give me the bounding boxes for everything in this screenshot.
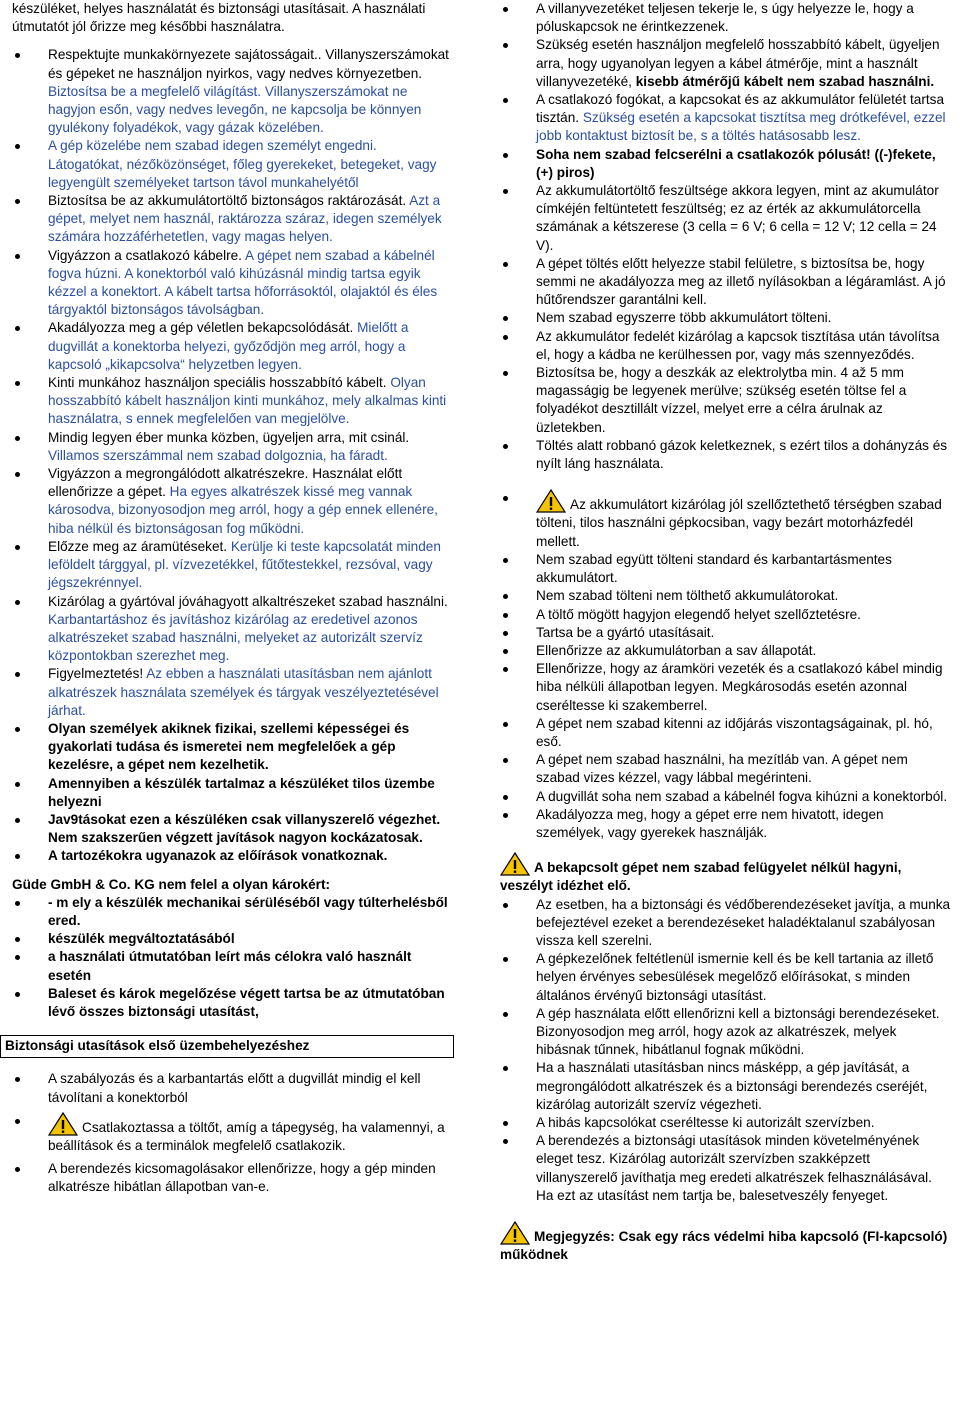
warning-triangle-icon	[48, 1112, 78, 1136]
item-text-detail: A gépet nem szabad a kábelnél fogva húzni. A konektorból való kihúzásnál mindig tartsa egyik kézzel a konektort. A kábelt tartsa hőforrásoktól, olajaktól és éles tárgyaktól biztonságos távolságban.	[48, 247, 438, 318]
list-item	[12, 374, 452, 429]
list-item	[12, 465, 452, 538]
list-item	[500, 364, 952, 437]
item-text: A gépet nem szabad kitenni az időjárás viszontagságainak, pl. hó, eső.	[536, 715, 933, 749]
item-text-detail: Mielőtt a dugvillát a konektorba helyezi, győződjön meg arról, hogy a kapcsoló „kikapcsolva“ helyzetben legyen.	[48, 320, 409, 372]
list-item	[500, 950, 952, 1005]
list-item	[500, 0, 952, 36]
note-text: Megjegyzés: Csak egy rács védelmi hiba kapcsoló (FI-kapcsoló) működnek	[500, 1229, 948, 1263]
item-text: A gépkezelőnek feltétlenül ismernie kell és be kell tartania az illető helyen érvényes sebesülések megelőző előírásokat, s minden általános érvényű biztonsági utasítást.	[536, 951, 934, 1003]
right-column	[500, 0, 952, 1264]
item-text-detail: Biztosítsa be a megfelelő világítást. Villanyszerszámokat ne hagyjon esőn, vagy nedves levegőn, ne kapcsolja be könnyen gyulékony folyadékok, vagy gázak közelében.	[48, 83, 422, 136]
list-item	[12, 847, 452, 865]
item-text: Csatlakoztassa a töltőt, amíg a tápegység, ha valamennyi, a beállítások és a terminálok megfelelő csatlakozik.	[48, 1119, 445, 1153]
item-text: A berendezés kicsomagolásakor ellenőrizze, hogy a gép minden alkatrésze hibátlan állapotban van-e.	[48, 1161, 436, 1195]
item-text: Kinti munkához használjon speciális hosszabbító kábelt.	[48, 375, 391, 391]
list-item	[500, 182, 952, 255]
item-text-detail: A gép közelébe nem szabad idegen személyt engedni. Látogatókat, nézőközönséget, főleg gyerekeket, betegeket, vagy legyengült személyeket tartson távol munkahelyétől	[48, 138, 437, 190]
list-item	[500, 751, 952, 787]
list-item	[12, 985, 452, 1021]
charger-list-2	[500, 489, 952, 842]
list-item	[500, 1132, 952, 1205]
item-text: Tartsa be a gyártó utasításait.	[536, 624, 715, 640]
warning-triangle-icon	[536, 489, 566, 513]
list-item	[500, 1114, 952, 1132]
item-text: A hibás kapcsolókat cseréltesse ki autorizált szervízben.	[536, 1114, 875, 1130]
intro-text: készüléket, helyes használatát és biztonsági utasításait. A használati útmutatót jól őrizze meg későbbi használatra.	[12, 1, 426, 35]
company-list	[12, 894, 452, 1021]
item-text: Az esetben, ha a biztonsági és védőberendezéseket javítja, a munka befejeztével ezeket a berendezéseket haladéktalanul szabályosan vissza kell szerelni.	[536, 896, 951, 948]
list-item	[12, 247, 452, 320]
list-item	[500, 624, 952, 642]
item-text: Nem szabad egyszerre több akkumulátort tölteni.	[536, 310, 832, 326]
list-item	[500, 660, 952, 715]
item-text: Nem szabad együtt tölteni standard és karbantartásmentes akkumulátort.	[536, 551, 892, 586]
list-item	[12, 1070, 452, 1106]
item-text: készülék megváltoztatásából	[48, 931, 235, 947]
item-text: A csatlakozó fogókat, a kapcsokat és az akkumulátor felületét tartsa tisztán.	[536, 92, 945, 126]
item-text: A szabályozás és a karbantartás előtt a dugvillát mindig el kell távolítani a konektorból	[48, 1071, 421, 1105]
item-text: Az akkumulátortöltő feszültsége akkora legyen, mint az akumulátor címkéjén feltüntetett feszültség; ez az érték az akkumulátorcella számának a kétszerese (3 cella = 6 V; 6 cella = 12 V; 12 cella = 24 V).	[536, 183, 939, 253]
list-item	[12, 1160, 452, 1196]
item-text: Az akkumulátort kizárólag jól szellőztethető térségben szabad tölteni, tilos használni gépkocsiban, vagy bezárt motorházfedél mellett.	[536, 497, 942, 549]
list-item	[500, 715, 952, 751]
warning-triangle-icon	[500, 852, 530, 876]
item-text: A tartozékokra ugyanazok az előírások vonatkoznak.	[48, 848, 388, 864]
list-item	[500, 551, 952, 587]
item-text: Biztosítsa be az akkumulátortöltő biztonságos raktározását.	[48, 193, 410, 209]
item-text: Soha nem szabad felcserélni a csatlakozók pólusát! ((-)fekete, (+) piros)	[536, 146, 936, 180]
item-text: A villanyvezetéket teljesen tekerje le, s úgy helyezze le, hogy a póluskapcsok ne érintkezzenek.	[536, 1, 914, 35]
item-text: Vigyázzon a csatlakozó kábelre.	[48, 247, 245, 263]
item-text-detail: Olyan hosszabbító kábelt használjon kinti munkához, mely alkalmas kinti használatra, s ennek megfelelően van megjelölve.	[48, 375, 447, 427]
item-text-detail: Kerülje ki teste kapcsolatát minden leföldelt tárggyal, pl. vízvezetékkel, fűtőtestekkel, rezsóval, vagy jégszekrénnyel.	[48, 538, 441, 591]
list-item	[500, 489, 952, 551]
list-item	[500, 437, 952, 473]
item-text: A gép használata előtt ellenőrizni kell a biztonsági berendezéseket. Bizonyosodjon meg arról, hogy azok az alkatrészek, melyek hibásnak tűnnek, hibátlanul fognak működni.	[536, 1005, 940, 1058]
item-text: - m ely a készülék mechanikai sérüléséből vagy túlterhelésből ered.	[48, 894, 448, 928]
list-item	[500, 91, 952, 146]
first-use-list	[12, 1070, 452, 1196]
warning-heading-text: A bekapcsolt gépet nem szabad felügyelet nélkül hagyni, veszélyt idézhet elő.	[500, 860, 902, 894]
list-item	[500, 36, 952, 91]
list-item	[500, 328, 952, 364]
safety-list	[12, 46, 452, 720]
item-text-detail: Az ebben a használati utasításban nem ajánlott alkatrészek használata személyek és tárgyak veszélyeztetésével járhat.	[48, 666, 439, 718]
item-text: Ellenőrizze az akkumulátorban a sav állapotát.	[536, 642, 817, 658]
list-item	[500, 806, 952, 842]
list-item	[12, 429, 452, 465]
list-item	[12, 775, 452, 811]
item-text: Biztosítsa be, hogy a deszkák az elektrolytba min. 4 až 5 mm magasságig be legyenek merülve; szükség esetén töltse fel a folyadékot desztillált vízzel, melyet erre a célra árulnak az üzletekben.	[536, 365, 907, 435]
item-text: A töltő mögött hagyjon elegendő helyet szellőztetésre.	[536, 606, 861, 622]
note	[500, 1221, 952, 1264]
list-item	[12, 665, 452, 720]
item-text-detail: Ha egyes alkatrészek kissé meg vannak károsodva, bizonyosodjon meg arról, hogy a gép ennek ellenére, hiba nélkül és biztonságosan fog működni.	[48, 484, 438, 536]
section-title-first-use: Biztonsági utasítások első üzembehelyezéshez	[0, 1035, 454, 1058]
list-item	[12, 948, 452, 984]
item-text-detail: Szükség esetén a kapcsokat tisztítsa meg drótkefével, ezzel jobb kontaktust biztosít be, s a töltés hatásosabb lesz.	[536, 110, 946, 144]
list-item	[12, 811, 452, 847]
item-text: Baleset és károk megelőzése végett tartsa be az útmutatóban lévő összes biztonsági utasítást,	[48, 985, 445, 1019]
list-item	[12, 720, 452, 775]
item-text: Amennyiben a készülék tartalmaz a készüléket tilos üzembe helyezni	[48, 775, 435, 809]
company-heading: Güde GmbH & Co. KG nem felel a olyan károkért:	[12, 876, 331, 892]
item-text: Szükség esetén használjon megfelelő hosszabbító kábelt, ügyeljen arra, hogy ugyanolyan legyen a kábel átmérője, mint a használt villanyvezetéké,	[536, 37, 940, 89]
list-item	[500, 255, 952, 310]
item-text-detail: Karbantartáshoz és javításhoz kizárólag az eredetivel azonos alkatrészeket szabad használni, melyeket az autorizált szervíz központokban szerezhet meg.	[48, 611, 423, 664]
list-item	[500, 1005, 952, 1060]
item-text: Kizárólag a gyártóval jóváhagyott alkaltrészeket szabad használni.	[48, 593, 448, 609]
warning-heading	[500, 852, 952, 895]
list-item	[12, 930, 452, 948]
warning-triangle-icon	[500, 1221, 530, 1245]
item-text: Respektujte munkakörnyezete sajátosságait.. Villanyszerszámokat és gépeket ne használjon nyirkos, vagy nedves környezetben.	[48, 47, 449, 81]
list-item	[500, 788, 952, 806]
item-text: A gépet töltés előtt helyezze stabil felületre, s biztosítsa be, hogy semmi ne akadályozza meg az illető nyílásokban a légáramlást. A jó hűtőrendszer garantálni kell.	[536, 255, 946, 308]
list-item	[12, 538, 452, 593]
bold-safety-list	[12, 720, 452, 866]
list-item	[500, 146, 952, 182]
list-item	[12, 192, 452, 247]
list-item	[500, 896, 952, 951]
list-item	[12, 1112, 452, 1155]
item-text: A berendezés a biztonsági utasítások minden követelményének eleget tesz. Kizárólag autorizált szervízben szakképzett villanyszerelő javíthatja meg eredeti alkatrészek felhasználásával. Ha ezt az utasítást nem tartja be, balesetveszély fenyeget.	[536, 1133, 932, 1203]
item-text: Akadályozza meg a gép véletlen bekapcsolódását.	[48, 320, 358, 336]
list-item	[500, 1059, 952, 1114]
item-text: Töltés alatt robbanó gázok keletkeznek, s ezért tilos a dohányzás és nyílt láng használata.	[536, 437, 948, 472]
list-item	[12, 593, 452, 666]
item-text: Az akkumulátor fedelét kizárólag a kapcsok tisztítása után távolítsa el, hogy a kádba ne kerülhessen por, vagy más szennyeződés.	[536, 328, 940, 362]
item-text: Ha a használati utasításban nincs másképp, a gép javítását, a megrongálódott alkatrészek és a biztonsági berendezés cseréjét, kizárólag autorizált szervíz végezheti.	[536, 1060, 928, 1112]
item-text: Figyelmeztetés!	[48, 666, 147, 682]
list-item	[500, 587, 952, 605]
item-text: Ellenőrizze, hogy az áramköri vezeték és a csatlakozó kábel mindig hiba nélküli állapotban legyen. Megkárosodás esetén azonnal cseréltesse ki szakemberrel.	[536, 661, 943, 713]
item-text: Előzze meg az áramütéseket.	[48, 538, 231, 554]
operation-list	[500, 896, 952, 1205]
list-item	[12, 319, 452, 374]
list-item	[12, 46, 452, 137]
list-item	[12, 894, 452, 930]
item-text: a használati útmutatóban leírt más célokra való használt esetén	[48, 949, 412, 983]
item-text-detail: Azt a gépet, melyet nem használ, raktározza száraz, idegen személyek számára hozzáférhetetlen, vagy magas helyen.	[48, 193, 442, 245]
item-text: Nem szabad tölteni nem tölthető akkumulátorokat.	[536, 588, 839, 604]
item-text: A gépet nem szabad használni, ha mezítláb van. A gépet nem szabad vizes kézzel, vagy lábbal megérinteni.	[536, 752, 908, 786]
item-text-detail: Villamos szerszámmal nem szabad dolgoznia, ha fáradt.	[48, 447, 388, 463]
list-item	[500, 642, 952, 660]
item-text-emphasis: kisebb átmérőjű kábelt nem szabad használni.	[635, 73, 935, 89]
item-text: Olyan személyek akiknek fizikai, szellemi képességei és gyakorlati tudása és ismeretei nem megfelelőek a gép kezelésre, a gépet nem kezelhetik.	[48, 720, 410, 773]
list-item	[500, 606, 952, 624]
item-text: Mindig legyen éber munka közben, ügyeljen arra, mit csinál.	[48, 429, 410, 445]
item-text: A dugvillát soha nem szabad a kábelnél fogva kihúzni a konektorból.	[536, 788, 948, 804]
left-column	[5, 0, 452, 1202]
list-item	[500, 309, 952, 327]
item-text: Vigyázzon a megrongálódott alkatrészekre. Használat előtt ellenőrizze a gépet.	[48, 466, 403, 500]
item-text: Akadályozza meg, hogy a gépet erre nem hivatott, idegen személyek, vagy gyerekek használják.	[536, 806, 884, 840]
charger-list	[500, 0, 952, 473]
item-text: Jav9tásokat ezen a készüléken csak villanyszerelő végezhet. Nem szakszerűen végzett javítások nagyon kockázatosak.	[48, 811, 441, 846]
list-item	[12, 137, 452, 192]
